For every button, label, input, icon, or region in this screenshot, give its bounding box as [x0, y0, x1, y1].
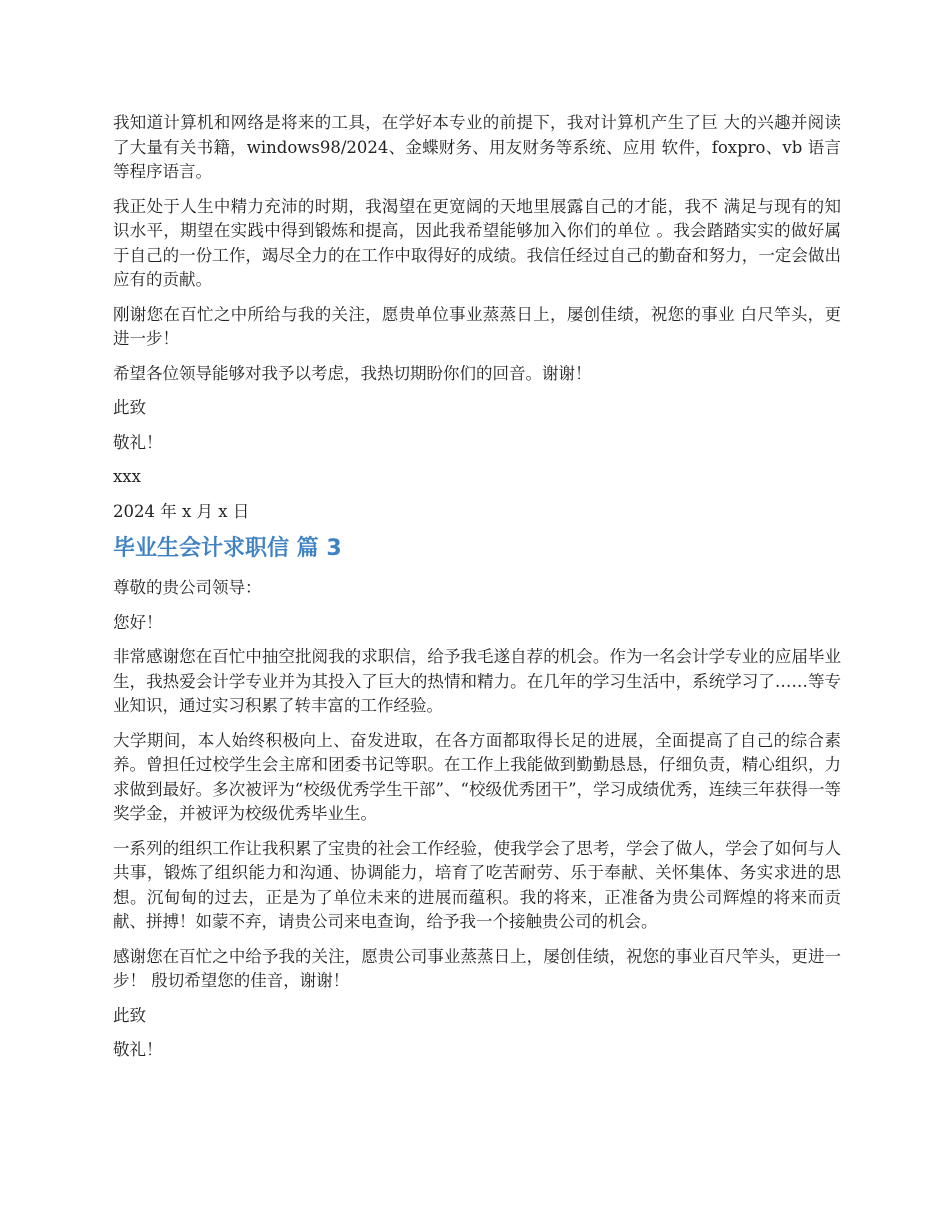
signature-date: 2024 年 x 月 x 日 — [113, 501, 250, 521]
paragraph-university: 大学期间，本人始终积极向上、奋发进取，在各方面都取得长足的进展，全面提高了自己的综合素养。曾担任过校学生会主席和团委书记等职。在工作上我能做到勤勤恳恳，仔细负责，精心组织，力求做到最好。多次被评为“校级优秀学生干部”、“校级优秀团干”，学习成绩优秀，连续三年获得一等奖学金，并被评为校级优秀毕业生。 — [113, 730, 841, 823]
greeting-recipient: 尊敬的贵公司领导： — [113, 578, 262, 597]
closing-salutation: 此致 — [113, 398, 146, 417]
greeting-hello: 您好！ — [113, 612, 163, 632]
closing-regards-2: 敬礼！ — [113, 1040, 163, 1059]
paragraph-gratitude: 感谢您在百忙之中给予我的关注，愿贵公司事业蒸蒸日上，屡创佳绩，祝您的事业百尺竿头，更进一步！ 殷切希望您的佳音，谢谢！ — [113, 946, 841, 990]
paragraph-experience: 一系列的组织工作让我积累了宝贵的社会工作经验，使我学会了思考，学会了做人，学会了如何与人共事，锻炼了组织能力和沟通、协调能力，培育了吃苦耐劳、乐于奉献、关怀集体、务实求进的思想。沉甸甸的过去，正是为了单位未来的进展而蕴积。我的将来，正准备为贵公司辉煌的将来而贡献、拼搏！如蒙不弃，请贵公司来电查询，给予我一个接触贵公司的机会。 — [113, 838, 841, 931]
closing-regards: 敬礼！ — [113, 432, 163, 452]
closing-salutation-2: 此致 — [113, 1005, 146, 1025]
document-page — [113, 111, 841, 1073]
paragraph-introduction: 非常感谢您在百忙中抽空批阅我的求职信，给予我毛遂自荐的机会。作为一名会计学专业的应届毕业生，我热爱会计学专业并为其投入了巨大的热情和精力。在几年的学习生活中，系统学习了……等专业知识，通过实习积累了转丰富的工作经验。 — [113, 647, 841, 715]
section-heading: 毕业生会计求职信 篇 3 — [113, 536, 342, 561]
paragraph-hope: 希望各位领导能够对我予以考虑，我热切期盼你们的回音。谢谢！ — [113, 363, 592, 383]
signature-name: xxx — [113, 467, 141, 486]
paragraph-aspiration: 我正处于人生中精力充沛的时期，我渴望在更宽阔的天地里展露自己的才能，我不 满足与现有的知识水平，期望在实践中得到锻炼和提高，因此我希望能够加入你们的单位 。我会踏踏实实的做好属于自己的一份工作，竭尽全力的在工作中取得好的成绩。我信任经过自己的勤奋和努力，一定会做出应有的贡献。 — [113, 196, 841, 289]
paragraph-thanks: 刚谢您在百忙之中所给与我的关注，愿贵单位事业蒸蒸日上，屡创佳绩，祝您的事业 白尺竿头，更进一步！ — [113, 304, 841, 348]
paragraph-computer-skills: 我知道计算机和网络是将来的工具，在学好本专业的前提下，我对计算机产生了巨 大的兴趣并阅读了大量有关书籍，windows98/2024、金蝶财务、用友财务等系统、应用 软件，foxpro、vb 语言等程序语言。 — [113, 113, 841, 181]
